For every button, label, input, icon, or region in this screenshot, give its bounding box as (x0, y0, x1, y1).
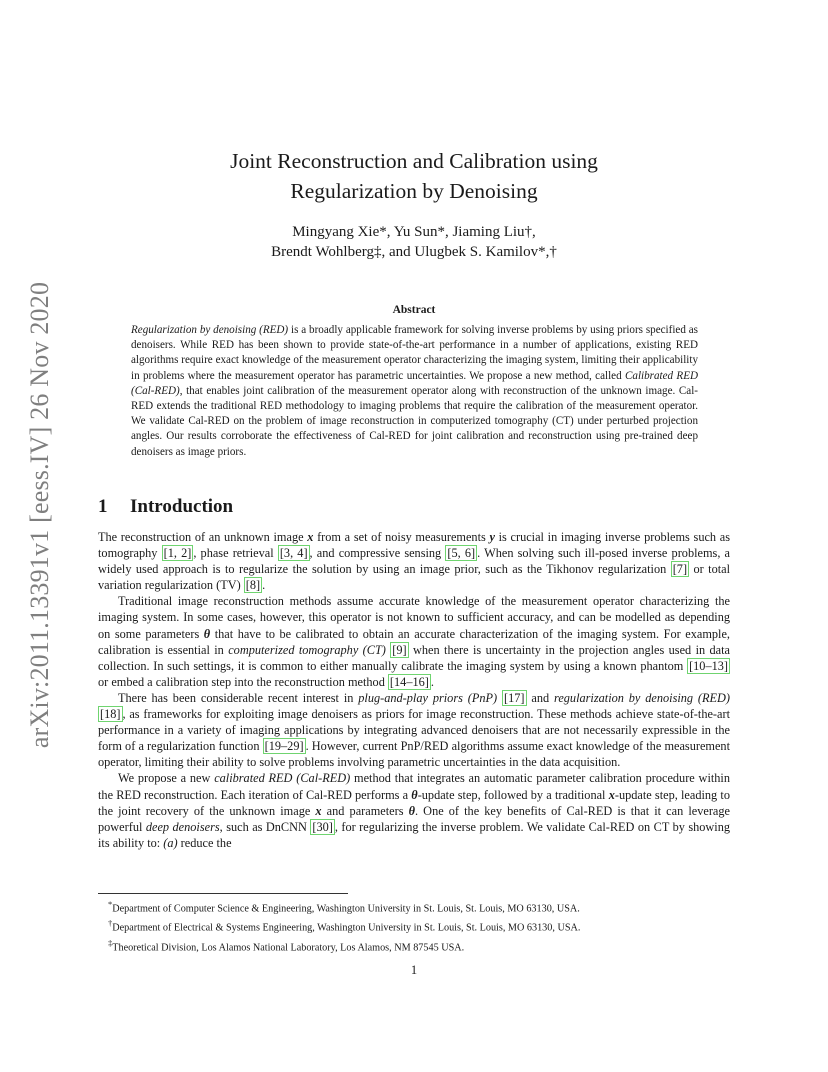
math-x: x (307, 530, 314, 544)
authors-line-2: Brendt Wohlberg‡, and Ulugbek S. Kamilov*,† (271, 244, 557, 260)
text: . One of the key benefits of Cal-RED is that it can leverage powerful (98, 803, 730, 834)
title-line-2: Regularization by Denoising (290, 179, 538, 203)
citation-link[interactable]: [1, 2] (163, 546, 192, 561)
text: The reconstruction of an unknown image (98, 530, 308, 544)
footnote-text: Theoretical Division, Los Alamos National Laboratory, Los Alamos, NM 87545 USA. (112, 942, 465, 954)
footnote-3 (108, 936, 728, 955)
text: method that integrates an automatic parameter calibration procedure within the RED reconstruction. Each iteration of Cal-RED performs a (98, 771, 730, 802)
emphasis: plug-and-play priors (PnP) (358, 690, 498, 705)
footnote-divider (98, 893, 348, 894)
text: -update step, followed by a traditional (417, 787, 609, 802)
abstract-body (131, 323, 698, 460)
paragraph-1 (98, 529, 730, 593)
emphasis: regularization by denoising (RED) (554, 690, 731, 705)
citation-link[interactable]: [8] (245, 578, 261, 593)
section-number: 1 (98, 496, 108, 517)
footnote-mark: † (108, 918, 113, 929)
text: or total variation regularization (TV) (98, 562, 731, 593)
math-theta: θ (408, 803, 415, 818)
text: , as frameworks for exploiting image denoisers as priors for image reconstruction. These methods achieve state-of-the-art performance in a variety of imaging applications by integrating advanced denoisers that are not necessarily expressible in the form of a regularization function (98, 707, 730, 754)
authors-line-1: Mingyang Xie*, Yu Sun*, Jiaming Liu†, (292, 224, 536, 240)
citation-link[interactable]: [18] (100, 707, 121, 722)
math-x: x (608, 787, 615, 802)
math-x: x (315, 803, 322, 818)
text: . However, current PnP/RED algorithms assume exact knowledge of the measurement operator, limiting their ability to solve problems involving parametric uncertainties in the data acquisition. (98, 739, 730, 770)
footnote-mark: ‡ (108, 937, 113, 948)
citation-link[interactable]: [9] (392, 642, 407, 657)
text: -update step, leading to the joint recovery of the unknown image (98, 787, 730, 818)
footnotes (108, 897, 728, 955)
text: There has been considerable recent interest in (118, 690, 359, 705)
emphasis: computerized tomography (CT) (228, 642, 386, 657)
text: and parameters (321, 803, 409, 818)
title-line-1: Joint Reconstruction and Calibration using (230, 149, 598, 173)
introduction-body (98, 529, 730, 851)
text: . When solving such ill-posed inverse problems, a widely used approach is to regularize the solution by using an image prior, such as the Tikhonov regularization (98, 546, 731, 577)
text: , phase retrieval (193, 546, 278, 561)
emphasis: deep denoisers (145, 819, 220, 834)
citation-link[interactable]: [17] (504, 690, 525, 705)
citation-link[interactable]: [10–13] (689, 658, 728, 673)
text: . (430, 674, 434, 689)
footnote-mark: * (108, 899, 113, 909)
citation-link[interactable]: [14–16] (389, 674, 429, 689)
paragraph-2 (98, 593, 730, 690)
text: , such as DnCNN (219, 819, 311, 834)
paragraph-3 (98, 690, 730, 770)
footnote-2 (108, 916, 728, 935)
text: , and compressive sensing (309, 546, 446, 561)
abstract-text-1: is a broadly applicable framework for solving inverse problems by using priors specified as denoisers. While RED has been shown to provide state-of-the-art performance in a number of applications, existing RED algorithms require exact knowledge of the measurement operator characterizing the imaging system, limiting their applicability in problems where the measurement operator has parametric uncertainties. We propose a new method, called (131, 324, 698, 382)
text: or embed a calibration step into the reconstruction method (98, 674, 388, 689)
citation-link[interactable]: [7] (672, 562, 688, 577)
footnote-1 (108, 897, 728, 916)
text: . (262, 578, 266, 593)
text: that have to be calibrated to obtain an accurate characterization of the imaging system. For example, calibration is essential in (98, 626, 730, 657)
citation-link[interactable]: [5, 6] (447, 546, 476, 561)
math-theta: θ (411, 787, 418, 802)
abstract-text-2: , that enables joint calibration of the measurement operator along with reconstruction of the unknown image. Cal-RED extends the traditional RED methodology to imaging problems that require the calibration of the measurement operator. We validate Cal-RED on the problem of image reconstruction in computerized tomography (CT) under perturbed projection angles. Our results corroborate the effectiveness of Cal-RED for joint calibration and reconstruction using pre-trained deep denoisers as image priors. (131, 384, 698, 458)
abstract-lead: Regularization by denoising (RED) (131, 324, 289, 336)
section-title: Introduction (130, 496, 234, 517)
emphasis: calibrated RED (Cal-RED) (214, 771, 351, 786)
citation-link[interactable]: [30] (312, 819, 333, 834)
math-y: y (489, 530, 495, 544)
footnote-text: Department of Computer Science & Engineering, Washington University in St. Louis, St. Louis, MO 63130, USA. (112, 903, 580, 915)
footnote-text: Department of Electrical & Systems Engineering, Washington University in St. Louis, St. Louis, MO 63130, USA. (112, 922, 581, 934)
text: We propose a new (118, 771, 215, 786)
citation-link[interactable]: [3, 4] (279, 546, 308, 561)
citation-link[interactable]: [19–29] (264, 739, 304, 754)
abstract-heading: Abstract (392, 304, 436, 316)
text: Traditional image reconstruction methods assume accurate knowledge of the measurement operator characterizing the imaging system. In some cases, however, this operator is not known to sufficient accuracy, and can be modelled as depending on some parameters (98, 594, 730, 641)
arxiv-side-stamp (20, 280, 60, 750)
paper-title (110, 146, 718, 206)
abstract-method-name: Calibrated RED (Cal-RED) (131, 369, 698, 397)
paragraph-4 (98, 770, 730, 850)
math-theta: θ (203, 626, 211, 641)
text: reduce the (177, 835, 232, 850)
text: , for regularizing the inverse problem. We validate Cal-RED on CT by showing its ability to: (98, 819, 731, 850)
section-heading (98, 496, 233, 518)
arxiv-identifier: arXiv:2011.13391v1 [eess.IV] 26 Nov 2020 (25, 281, 54, 749)
text: when there is uncertainty in the projection angles used in data collection. In such settings, it is common to either manually calibrate the imaging system by using a known phantom (98, 642, 731, 673)
author-list (110, 222, 718, 262)
text: and (526, 690, 554, 705)
text: is crucial in imaging inverse problems such as tomography (98, 530, 731, 561)
page-number: 1 (410, 963, 418, 977)
emphasis: (a) (163, 835, 178, 850)
text: from a set of noisy measurements (313, 530, 490, 544)
